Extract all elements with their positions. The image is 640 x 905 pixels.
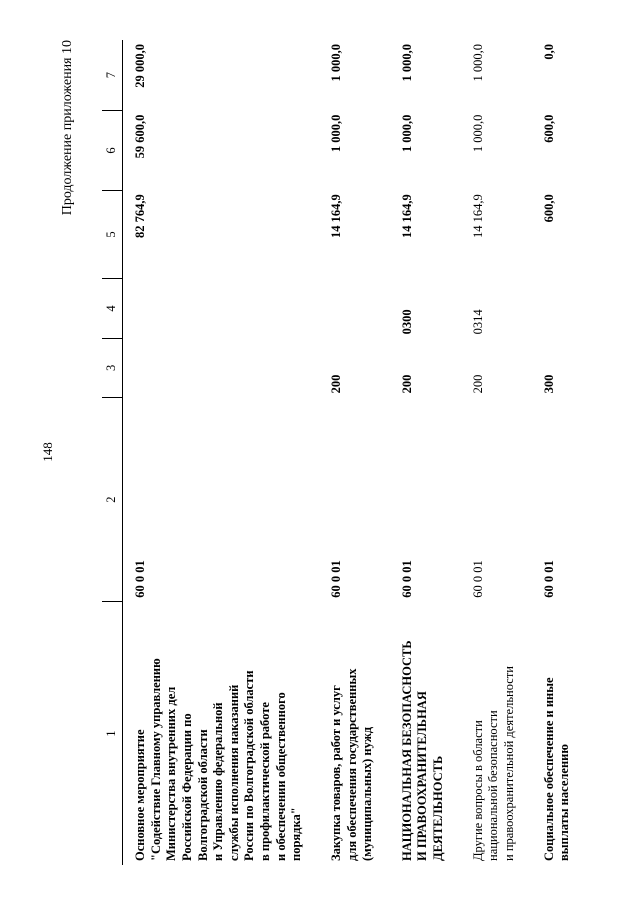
row-name-line: И ПРАВООХРАНИТЕЛЬНАЯ (415, 691, 430, 861)
rotated-page-content (60, 40, 640, 865)
budget-table (102, 40, 587, 865)
row-name-line: в профилактической работе (258, 702, 272, 861)
row-name-line: (муниципальных) нужд (360, 726, 375, 861)
value-col7: 1 000,0 (399, 44, 414, 82)
row-name-line: Другие вопросы в области (470, 720, 485, 861)
section-code (123, 279, 319, 339)
value-col5: 14 164,9 (328, 194, 343, 239)
expense-type: 200 (328, 374, 343, 394)
target-code: 60 0 01 (133, 560, 147, 598)
target-code: 60 0 01 (470, 560, 485, 598)
row-name-line: НАЦИОНАЛЬНАЯ БЕЗОПАСНОСТЬ (399, 640, 414, 861)
value-col6: 1 000,0 (399, 114, 414, 153)
value-col6: 59 600,0 (133, 114, 147, 159)
value-col7: 1 000,0 (328, 44, 343, 82)
row-name-line: и Управлению федеральной (211, 702, 226, 861)
row-name-line: службы исполнения наказаний (226, 684, 241, 861)
target-code: 60 0 01 (328, 560, 343, 598)
row-name-line: и обеспечении общественного (273, 692, 288, 861)
row-name-line: ДЕЯТЕЛЬНОСТЬ (431, 755, 445, 861)
value-col7: 29 000,0 (133, 44, 147, 88)
column-header-2: 2 (102, 397, 123, 601)
row-name (390, 602, 461, 865)
row-name (123, 602, 319, 865)
expense-type: 200 (399, 374, 414, 394)
row-name-line: Основное мероприятие (133, 729, 147, 861)
section-code (532, 279, 587, 339)
row-name-line: Министерства внутренних дел (164, 686, 179, 861)
row-name-line: для обеспечения государственных (344, 668, 359, 861)
row-name-line: порядка" (289, 807, 304, 861)
column-header-1: 1 (102, 602, 123, 865)
value-col5: 14 164,9 (399, 194, 414, 239)
table-row (123, 40, 319, 865)
row-name-line: Социальное обеспечение и иные (541, 677, 556, 861)
section-code: 0314 (470, 309, 485, 335)
value-col7: 0,0 (541, 44, 556, 60)
column-header-7: 7 (102, 40, 123, 111)
value-col6: 1 000,0 (328, 114, 343, 153)
table-row (390, 40, 461, 865)
table-row (461, 40, 532, 865)
header-note: Продолжение приложения 10 (60, 40, 75, 216)
table-header-row (102, 40, 123, 865)
value-col5: 600,0 (541, 194, 556, 223)
page-number: 148 (40, 442, 55, 462)
target-code: 60 0 01 (541, 560, 556, 598)
table-row (319, 40, 390, 865)
row-name-line: национальной безопасности (486, 710, 501, 861)
row-name-line: Волгоградской области (195, 729, 210, 861)
target-code: 60 0 01 (399, 560, 414, 598)
value-col6: 600,0 (541, 114, 556, 143)
row-name-line: и правоохранительной деятельности (501, 666, 516, 861)
table-row (532, 40, 587, 865)
row-name-line: выплаты населению (557, 744, 572, 861)
section-code: 0300 (399, 309, 414, 335)
value-col6: 1 000,0 (470, 114, 485, 153)
section-code (319, 279, 390, 339)
row-name-line: Закупка товаров, работ и услуг (328, 685, 343, 861)
value-col5: 82 764,9 (133, 194, 147, 239)
column-header-4: 4 (102, 279, 123, 339)
row-name (319, 602, 390, 865)
row-name-line: Российской Федерации по (179, 713, 194, 861)
row-name-line: России по Волгоградской области (242, 670, 257, 861)
column-header-6: 6 (102, 111, 123, 191)
row-name (532, 602, 587, 865)
expense-type (123, 338, 319, 397)
expense-type: 300 (541, 374, 556, 394)
column-header-3: 3 (102, 338, 123, 397)
value-col7: 1 000,0 (470, 44, 485, 82)
row-name-line: "Содействие Главному управлению (148, 658, 163, 861)
row-name (461, 602, 532, 865)
value-col5: 14 164,9 (470, 194, 485, 239)
column-header-5: 5 (102, 190, 123, 278)
expense-type: 200 (470, 374, 485, 394)
